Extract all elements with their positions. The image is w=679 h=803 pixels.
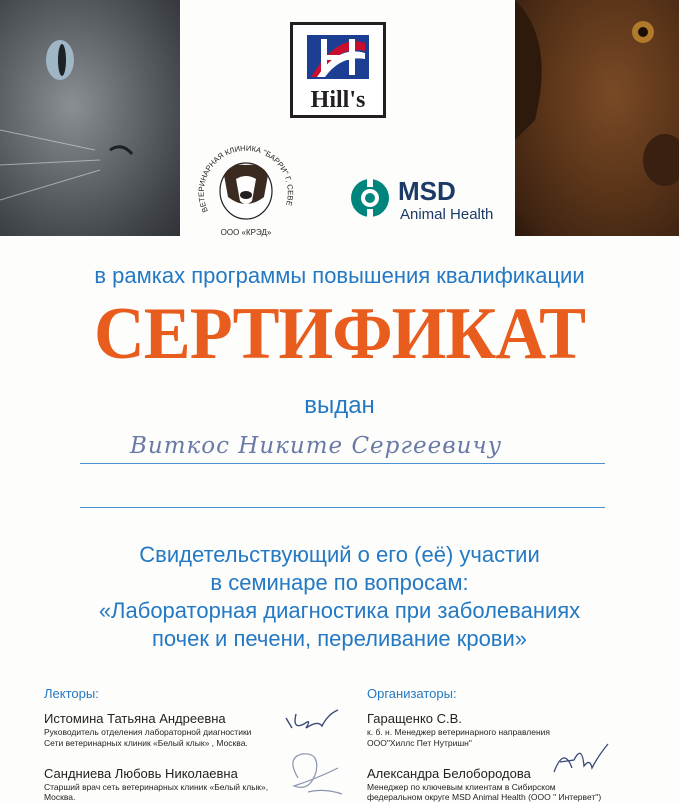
cat-photo [0,0,180,236]
barri-seal-bottom-text: ООО «КРЭД» [220,228,272,237]
program-subtitle: в рамках программы повышения квалификации [94,263,585,288]
lecturer-1-role-2: Сети ветеринарных клиник «Белый клык» , Москва. [44,738,248,748]
lecturer-2-role-1: Старший врач сеть ветеринарных клиник «Белый клык», [44,782,269,792]
msd-emblem-icon [350,178,390,218]
msd-wordmark: MSD [398,176,456,206]
lecturer-2-name: Сандниева Любовь Николаевна [44,766,238,781]
recipient-line [80,463,605,464]
organizer-2-role-2: федеральном округе MSD Animal Health (ООО " Интервет") [367,792,602,802]
msd-subtitle: Animal Health [400,206,494,223]
topic-line-1: «Лабораторная диагностика при заболеваниях [98,598,581,623]
barri-seal-text: ВЕТЕРИНАРНАЯ КЛИНИКА "БАРРИ" Г. СЕВЕ [196,143,295,214]
hills-logo-graphic [293,25,383,115]
organizer-2-role-1: Менеджер по ключевым клиентам в Сибирском [367,782,556,792]
cat-illustration [0,0,180,236]
issued-label: выдан [304,392,375,419]
organizer-2-name: Александра Белобородова [367,766,531,781]
dog-ear [515,0,542,140]
blank-line [80,507,605,508]
cat-whiskers [0,130,100,200]
participation-line-1: Свидетельствующий о его (её) участии [139,542,540,567]
certificate-title: СЕРТИФИКАТ [93,293,586,375]
dog-illustration [515,0,679,236]
organizer-1-role-1: к. б. н. Менеджер ветеринарного направления [367,727,551,737]
dog-nose [643,134,679,186]
barri-clinic-seal [190,135,302,247]
lecturers-heading: Лекторы: [44,686,99,701]
lecturer-2-role-2: Москва. [44,792,76,802]
cat-nose [110,147,132,154]
barri-seal-graphic [190,135,302,247]
lecturer-1-name: Истомина Татьяна Андреевна [44,711,226,726]
organizer-2-signature [548,738,612,782]
msd-logo [350,172,510,228]
topic-line-2: почек и печени, переливание крови» [151,626,528,651]
lecturer-1-role-1: Руководитель отделения лабораторной диагностики [44,727,252,737]
participation-line-2: в семинаре по вопросам: [210,570,469,595]
dog-photo [515,0,679,236]
hills-wordmark: Hill's [310,87,366,113]
lecturer-2-signature [268,748,348,800]
lecturer-1-signature [282,704,342,740]
organizer-1-name: Гаращенко С.В. [367,711,462,726]
organizer-1-role-2: ООО"Хиллс Пет Нутришн" [367,738,472,748]
organizers-heading: Организаторы: [367,686,457,701]
recipient-name: Виткос Никите Сергеевичу [130,433,503,459]
hills-logo [290,22,386,118]
